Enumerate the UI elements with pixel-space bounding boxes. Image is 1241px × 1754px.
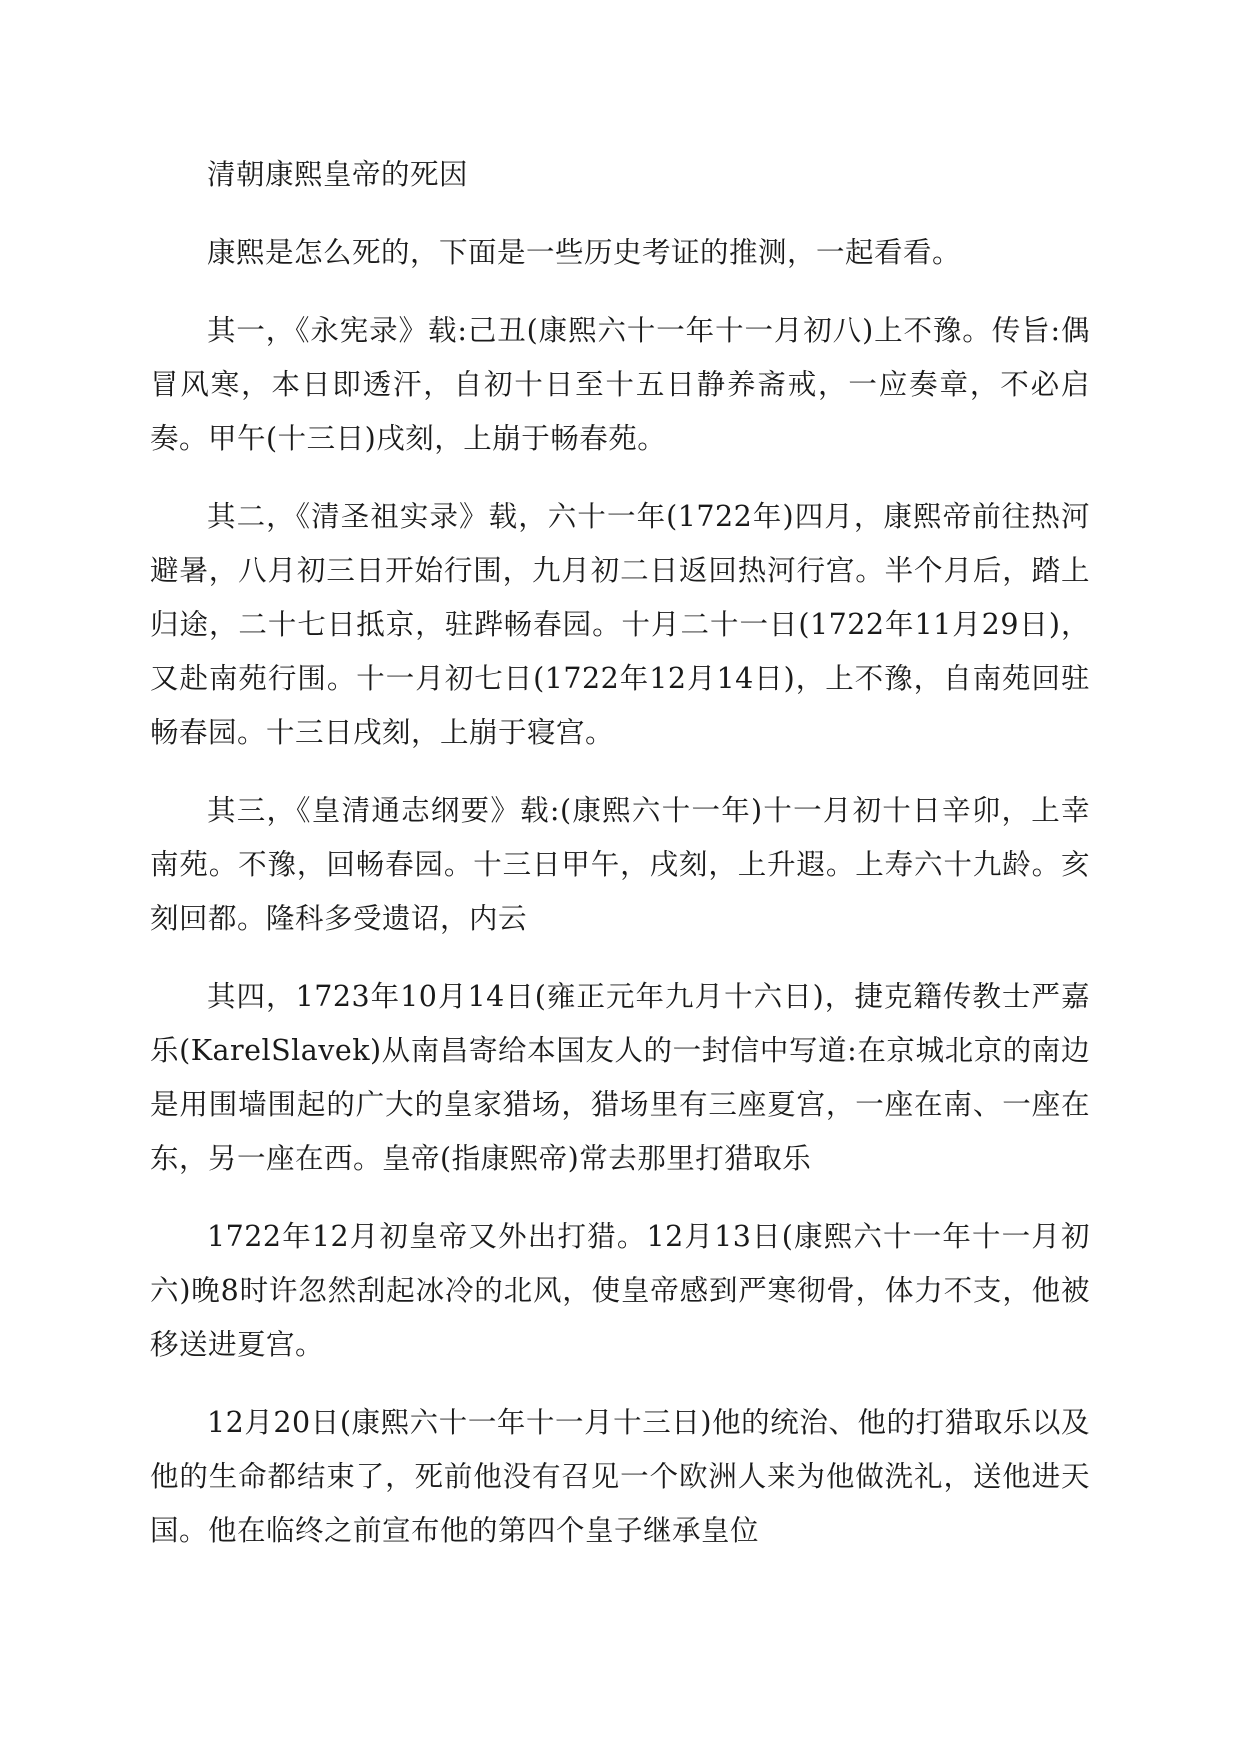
paragraph-hunting: 1722年12月初皇帝又外出打猎。12月13日(康熙六十一年十一月初六)晚8时许忽然刮起冰冷的北风，使皇帝感到严寒彻骨，体力不支，他被移送进夏宫。 <box>150 1220 1090 1361</box>
paragraph-death: 12月20日(康熙六十一年十一月十三日)他的统治、他的打猎取乐以及他的生命都结束了，死前他没有召见一个欧洲人来为他做洗礼，送他进天国。他在临终之前宣布他的第四个皇子继承皇位 <box>150 1406 1090 1547</box>
paragraph-second-source: 其二，《清圣祖实录》载，六十一年(1722年)四月，康熙帝前往热河避暑，八月初三日开始行围，九月初二日返回热河行宫。半个月后，踏上归途，二十七日抵京，驻跸畅春园。十月二十一日(1722年11月29日)，又赴南苑行围。十一月初七日(1722年12月14日)，上不豫，自南苑回驻畅春园。十三日戌刻，上崩于寝宫。 <box>150 500 1090 749</box>
paragraph-fourth-source: 其四，1723年10月14日(雍正元年九月十六日)，捷克籍传教士严嘉乐(KarelSlavek)从南昌寄给本国友人的一封信中写道:在京城北京的南边是用围墙围起的广大的皇家猎场，猎场里有三座夏宫，一座在南、一座在东，另一座在西。皇帝(指康熙帝)常去那里打猎取乐 <box>150 980 1090 1175</box>
document-title: 清朝康熙皇帝的死因 <box>207 158 469 191</box>
paragraph-first-source: 其一，《永宪录》载:己丑(康熙六十一年十一月初八)上不豫。传旨:偶冒风寒，本日即透汗，自初十日至十五日静养斋戒，一应奏章，不必启奏。甲午(十三日)戌刻，上崩于畅春苑。 <box>150 314 1090 455</box>
document-body <box>150 148 1090 1582</box>
paragraph-intro: 康熙是怎么死的，下面是一些历史考证的推测，一起看看。 <box>207 236 962 269</box>
paragraph-third-source: 其三，《皇清通志纲要》载:(康熙六十一年)十一月初十日辛卯，上幸南苑。不豫，回畅春园。十三日甲午，戌刻，上升遐。上寿六十九龄。亥刻回都。隆科多受遗诏，内云 <box>150 794 1090 935</box>
